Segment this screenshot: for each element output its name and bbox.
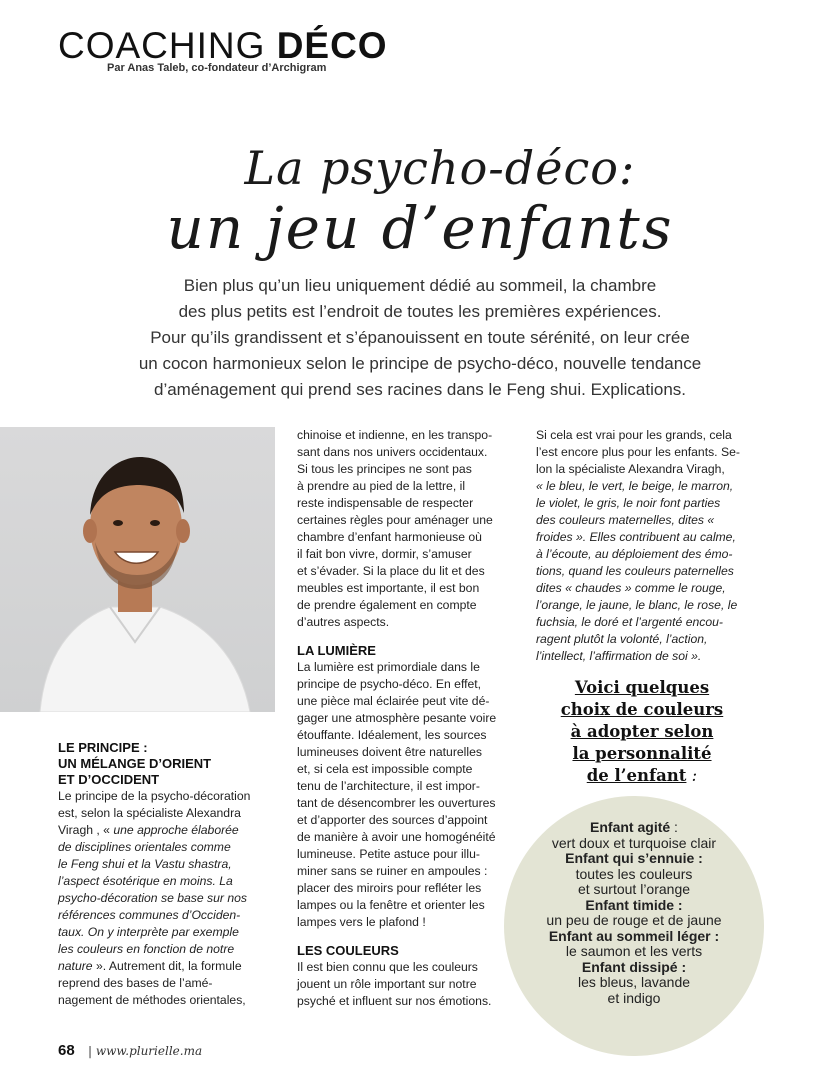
portrait-photo: [0, 427, 275, 712]
text-line: principe de psycho-déco. En effet,: [297, 677, 482, 691]
text-line: il fait bon vivre, dormir, s’amuser: [297, 547, 472, 561]
text-line: [58, 822, 288, 839]
heading-line: ET D’OCCIDENT: [58, 772, 160, 787]
text-line: sant dans nos univers occidentaux.: [297, 445, 488, 459]
text-line: lumineuse. Petite astuce pour illu-: [297, 847, 480, 861]
paragraph-couleurs: [297, 959, 517, 1010]
quote-line: fuchsia, le doré et l’argenté encou-: [536, 615, 723, 629]
text-line: lumineuses doivent être naturelles: [297, 745, 482, 759]
color-guide-list: [504, 820, 764, 1006]
callout-text: Voici quelques: [574, 678, 710, 697]
intro-line: des plus petits est l’endroit de toutes les premières expériences.: [178, 302, 662, 321]
byline: Par Anas Taleb, co-fondateur d’Archigram: [107, 62, 327, 74]
guide-sep: :: [670, 819, 678, 835]
quote-line: dites « chaudes » comme le rouge,: [536, 581, 726, 595]
text-line: chambre d’enfant harmonieuse où: [297, 530, 482, 544]
text-line: Si tous les principes ne sont pas: [297, 462, 472, 476]
text-line: [58, 958, 288, 975]
callout-line: [522, 699, 762, 721]
quote-line: de disciplines orientales comme: [58, 840, 231, 854]
text-line: lampes ou la fenêtre et orienter les: [297, 898, 485, 912]
quote-line: « le bleu, le vert, le beige, le marron,: [536, 479, 734, 493]
heading-line: UN MÉLANGE D’ORIENT: [58, 756, 212, 771]
guide-value: le saumon et les verts: [565, 943, 703, 959]
quote-line: l’aspect ésotérique en moins. La: [58, 874, 233, 888]
article-title-line-1: La psycho-déco:: [244, 141, 636, 195]
guide-label: Enfant au sommeil léger :: [548, 927, 720, 944]
column-1: [58, 740, 288, 1009]
text-line: et d’apporter des sources d’appoint: [297, 813, 488, 827]
portrait-icon: [0, 427, 275, 712]
text-line: miner sans se ruiner en ampoules :: [297, 864, 488, 878]
callout-line: [522, 743, 762, 765]
section-heading-couleurs: LES COULEURS: [297, 943, 399, 958]
paragraph-principe-suite: [297, 427, 517, 631]
text-line: d’autres aspects.: [297, 615, 390, 629]
text-line: La lumière est primordiale dans le: [297, 660, 480, 674]
text-line: de prendre également en compte: [297, 598, 477, 612]
intro-line: un cocon harmonieux selon le principe de psycho-déco, nouvelle tendance: [138, 354, 702, 373]
text-line: meubles est importante, il est bon: [297, 581, 480, 595]
text-line: l’est encore plus pour les enfants. Se-: [536, 445, 740, 459]
paragraph-principe: [58, 788, 288, 1009]
website-link[interactable]: | www.plurielle.ma: [88, 1044, 203, 1058]
paragraph-couleurs-suite: [536, 427, 761, 665]
quote-line: l’orange, le jaune, le blanc, le rose, le: [536, 598, 738, 612]
text-run: ». Autrement dit, la formule: [92, 959, 242, 973]
text-line: de manière à avoir une homogénéité: [297, 830, 496, 844]
callout-text: choix de couleurs: [560, 700, 724, 719]
section-heading-lumiere: LA LUMIÈRE: [297, 643, 376, 658]
callout-text: à adopter selon: [570, 722, 714, 741]
guide-value: et indigo: [607, 989, 661, 1006]
text-line: et, si cela est impossible compte: [297, 762, 473, 776]
quote-line: psycho-décoration se base sur nos: [58, 891, 248, 905]
quote-line: taux. On y interprète par exemple: [58, 925, 239, 939]
heading-line: LE PRINCIPE :: [58, 740, 148, 755]
text-line: Il est bien connu que les couleurs: [297, 960, 478, 974]
guide-value: toutes les couleurs: [575, 865, 693, 882]
callout-line: [522, 765, 762, 787]
quote-line: tions, quand les couleurs paternelles: [536, 564, 734, 578]
guide-value: un peu de rouge et de jaune: [546, 912, 722, 928]
quote-line: ragent plutôt la volonté, l’action,: [536, 632, 708, 646]
text-line: une pièce mal éclairée peut vite dé-: [297, 694, 490, 708]
callout-colon: :: [686, 766, 698, 785]
quote-line: le Feng shui et la Vastu shastra,: [58, 857, 232, 871]
text-line: tant de désencombrer les ouvertures: [297, 796, 496, 810]
text-line: reste indispensable de respecter: [297, 496, 474, 510]
text-line: lon la spécialiste Alexandra Viragh,: [536, 462, 725, 476]
column-2: [297, 427, 517, 1010]
text-line: reprend des bases de l’amé-: [58, 976, 213, 990]
intro-line: d’aménagement qui prend ses racines dans le Feng shui. Explications.: [153, 380, 687, 399]
guide-label: Enfant timide :: [585, 896, 683, 913]
guide-label: Enfant dissipé :: [581, 958, 687, 975]
text-line: jouent un rôle important sur notre: [297, 977, 477, 991]
intro-line: Bien plus qu’un lieu uniquement dédié au sommeil, la chambre: [183, 276, 657, 295]
quote-line: des couleurs maternelles, dites «: [536, 513, 715, 527]
text-line: est, selon la spécialiste Alexandra: [58, 806, 241, 820]
callout-line: [522, 721, 762, 743]
callout-text: de l’enfant: [586, 766, 687, 785]
text-line: tenu de l’architecture, il est impor-: [297, 779, 480, 793]
quote-line: l’intellect, l’affirmation de soi ».: [536, 649, 702, 663]
callout-text: la personnalité: [572, 744, 712, 763]
text-line: étouffante. Idéalement, les sources: [297, 728, 487, 742]
page-number: 68: [58, 1042, 75, 1059]
text-line: placer des miroirs pour refléter les: [297, 881, 482, 895]
text-line: chinoise et indienne, en les transpo-: [297, 428, 493, 442]
paragraph-lumiere: [297, 659, 517, 931]
text-run: Viragh , «: [58, 823, 114, 837]
color-choices-callout: [522, 677, 762, 787]
quote-line: froides ». Elles contribuent au calme,: [536, 530, 736, 544]
guide-value: les bleus, lavande: [577, 974, 691, 990]
section-heading-principe: [58, 740, 288, 788]
intro-line: Pour qu’ils grandissent et s’épanouissent en toute sérénité, on leur crée: [150, 328, 690, 347]
quote-run: une approche élaborée: [113, 823, 239, 837]
quote-line: les couleurs en fonction de notre: [58, 942, 235, 956]
rubric-thin: COACHING: [58, 25, 266, 66]
guide-value: et surtout l’orange: [577, 881, 691, 897]
text-line: et s’évader. Si la place du lit et des: [297, 564, 485, 578]
callout-line: [522, 677, 762, 699]
quote-run: nature: [58, 959, 93, 973]
text-line: psyché et influent sur nos émotions.: [297, 994, 492, 1008]
text-line: à prendre au pied de la lettre, il: [297, 479, 466, 493]
column-3: [536, 427, 761, 665]
intro-paragraph: [60, 273, 780, 403]
guide-label: Enfant agité: [590, 819, 671, 835]
text-line: Si cela est vrai pour les grands, cela: [536, 428, 732, 442]
text-line: certaines règles pour aménager une: [297, 513, 493, 527]
text-line: nagement de méthodes orientales,: [58, 993, 246, 1007]
text-line: lampes vers le plafond !: [297, 915, 426, 929]
quote-line: références communes d’Occiden-: [58, 908, 241, 922]
rubric-bold: DÉCO: [276, 25, 388, 66]
guide-value: vert doux et turquoise clair: [551, 834, 717, 851]
text-line: gager une atmosphère pesante voire: [297, 711, 497, 725]
article-title-line-2: un jeu d’enfants: [166, 194, 674, 262]
quote-line: le violet, le gris, le noir font parties: [536, 496, 721, 510]
quote-line: à l’écoute, au déploiement des émo-: [536, 547, 733, 561]
text-line: Le principe de la psycho-décoration: [58, 789, 251, 803]
guide-label: Enfant qui s’ennuie :: [565, 850, 703, 866]
guide-item: [504, 820, 764, 836]
